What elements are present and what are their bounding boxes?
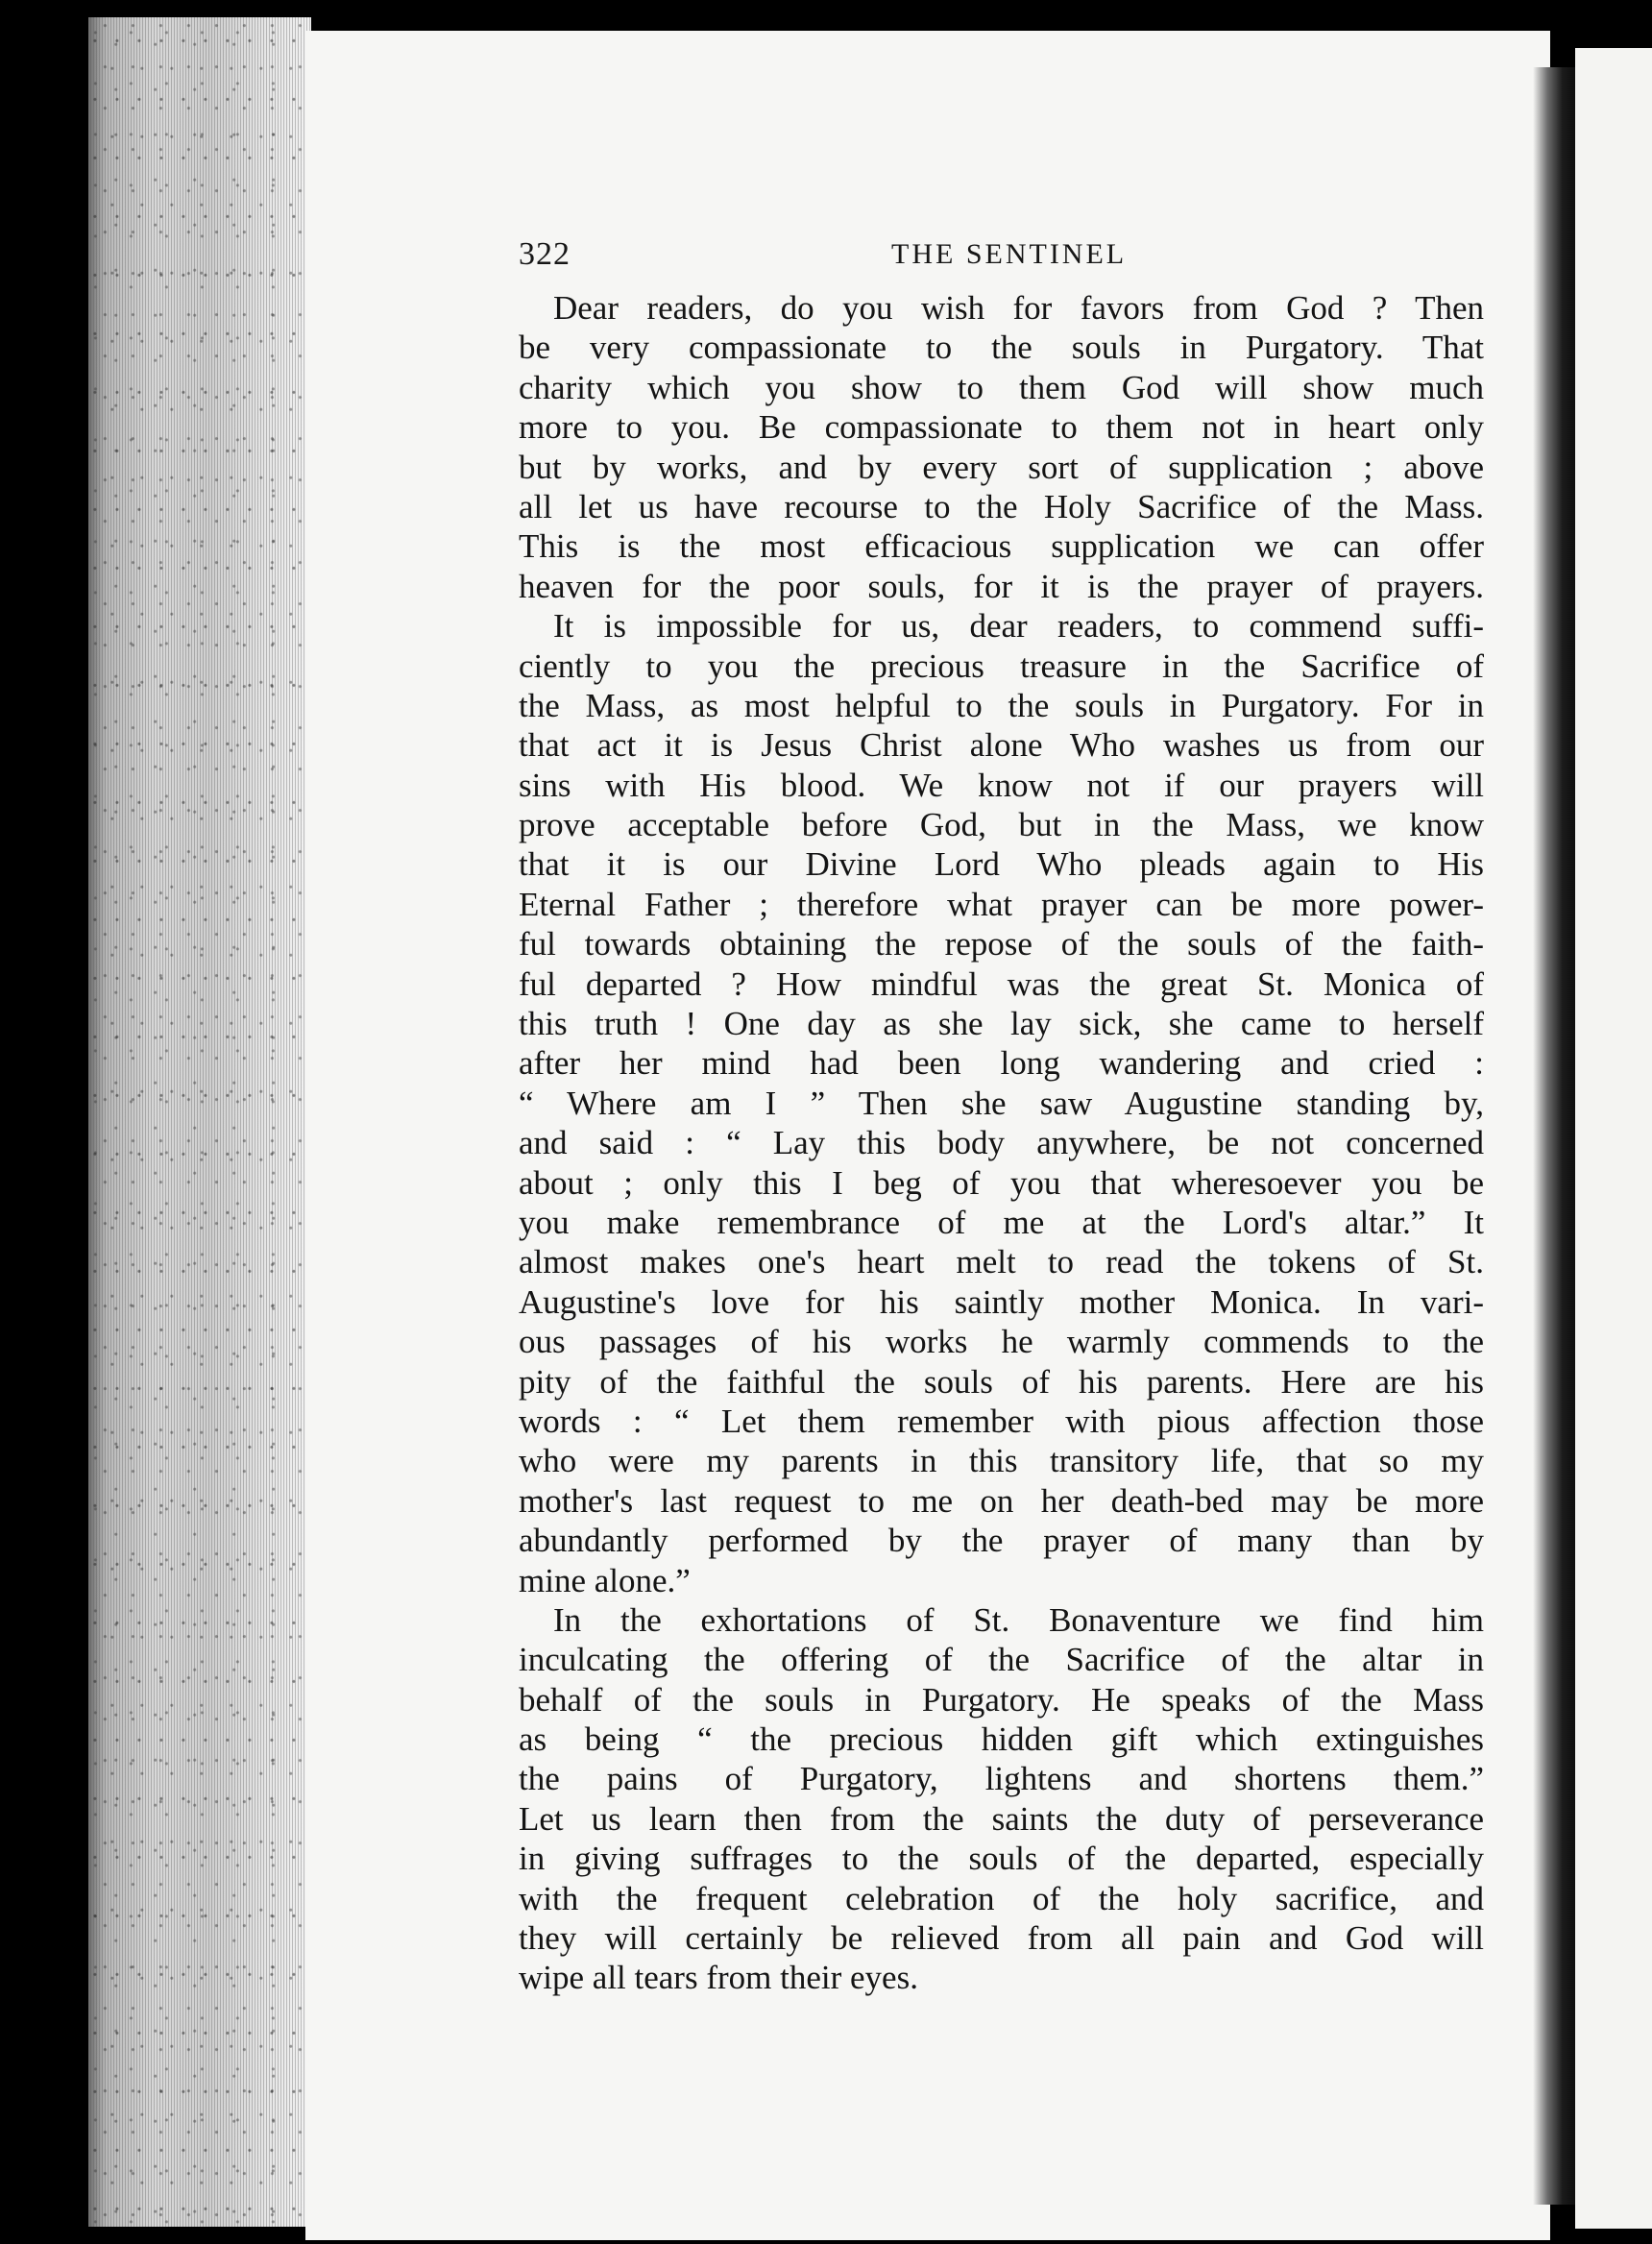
text-line: all let us have recourse to the Holy Sacrifice of the Mass. xyxy=(519,487,1484,525)
text-line: ous passages of his works he warmly commends to the xyxy=(519,1323,1484,1361)
text-line: that it is our Divine Lord Who pleads again to His xyxy=(519,845,1484,884)
text-line: charity which you show to them God will show much xyxy=(519,368,1484,406)
text-line: after her mind had been long wandering and cried : xyxy=(519,1044,1484,1083)
text-line: the Mass, as most helpful to the souls in Purgatory. For in xyxy=(519,686,1484,724)
text-line: they will certainly be relieved from all pain and God will xyxy=(519,1919,1484,1958)
text-line: “ Where am I ” Then she saw Augustine standing by, xyxy=(519,1084,1484,1122)
text-line: ful departed ? How mindful was the great St. Monica of xyxy=(519,964,1484,1003)
text-line: Let us learn then from the saints the duty of perseverance xyxy=(519,1799,1484,1838)
text-line: that act it is Jesus Christ alone Who washes us from our xyxy=(519,726,1484,765)
text-line: who were my parents in this transitory life, that so my xyxy=(519,1442,1484,1480)
text-line: almost makes one's heart melt to read the tokens of St. xyxy=(519,1243,1484,1281)
text-line: ciently to you the precious treasure in the Sacrifice of xyxy=(519,646,1484,685)
text-line: and said : “ Lay this body anywhere, be not concerned xyxy=(519,1124,1484,1162)
page-number: 322 xyxy=(519,236,571,272)
text-line: This is the most efficacious supplication we can offer xyxy=(519,527,1484,566)
text-line: with the frequent celebration of the holy sacrifice, and xyxy=(519,1879,1484,1917)
text-line: Eternal Father ; therefore what prayer can be more power- xyxy=(519,885,1484,923)
running-head: THE SENTINEL xyxy=(891,238,1128,270)
binding-shadow xyxy=(1533,67,1575,2205)
text-line: heaven for the poor souls, for it is the prayer of prayers. xyxy=(519,567,1484,605)
text-line: pity of the faithful the souls of his parents. Here are his xyxy=(519,1362,1484,1401)
text-line: inculcating the offering of the Sacrifice of the altar in xyxy=(519,1641,1484,1679)
text-line: It is impossible for us, dear readers, to commend suffi- xyxy=(553,607,1484,646)
text-line: be very compassionate to the souls in Purgatory. That xyxy=(519,329,1484,367)
facing-page-edge xyxy=(1575,48,1652,2229)
text-line: ful towards obtaining the repose of the souls of the faith- xyxy=(519,925,1484,963)
text-line: this truth ! One day as she lay sick, she came to herself xyxy=(519,1005,1484,1043)
text-line: in giving suffrages to the souls of the departed, especially xyxy=(519,1840,1484,1878)
text-line: but by works, and by every sort of supplication ; above xyxy=(519,448,1484,486)
text-line: about ; only this I beg of you that wheresoever you be xyxy=(519,1163,1484,1202)
body-text xyxy=(519,288,1484,1998)
text-line: you make remembrance of me at the Lord's altar.” It xyxy=(519,1203,1484,1241)
page-edge-stack xyxy=(88,17,311,2227)
text-line: sins with His blood. We know not if our prayers will xyxy=(519,766,1484,804)
text-line: mother's last request to me on her death-bed may be more xyxy=(519,1481,1484,1520)
text-line: abundantly performed by the prayer of many than by xyxy=(519,1522,1484,1560)
text-line: wipe all tears from their eyes. xyxy=(519,1959,918,1997)
text-line: Augustine's love for his saintly mother Monica. In vari- xyxy=(519,1282,1484,1321)
text-line: as being “ the precious hidden gift which extinguishes xyxy=(519,1720,1484,1759)
text-line: more to you. Be compassionate to them not in heart only xyxy=(519,408,1484,447)
text-line: the pains of Purgatory, lightens and shortens them.” xyxy=(519,1760,1484,1798)
text-line: In the exhortations of St. Bonaventure we find him xyxy=(553,1600,1484,1639)
page-header xyxy=(519,236,1484,284)
text-line: words : “ Let them remember with pious affection those xyxy=(519,1402,1484,1440)
text-line: behalf of the souls in Purgatory. He speaks of the Mass xyxy=(519,1680,1484,1719)
text-line: mine alone.” xyxy=(519,1561,691,1599)
text-line: Dear readers, do you wish for favors from God ? Then xyxy=(553,289,1484,327)
text-line: prove acceptable before God, but in the Mass, we know xyxy=(519,806,1484,844)
